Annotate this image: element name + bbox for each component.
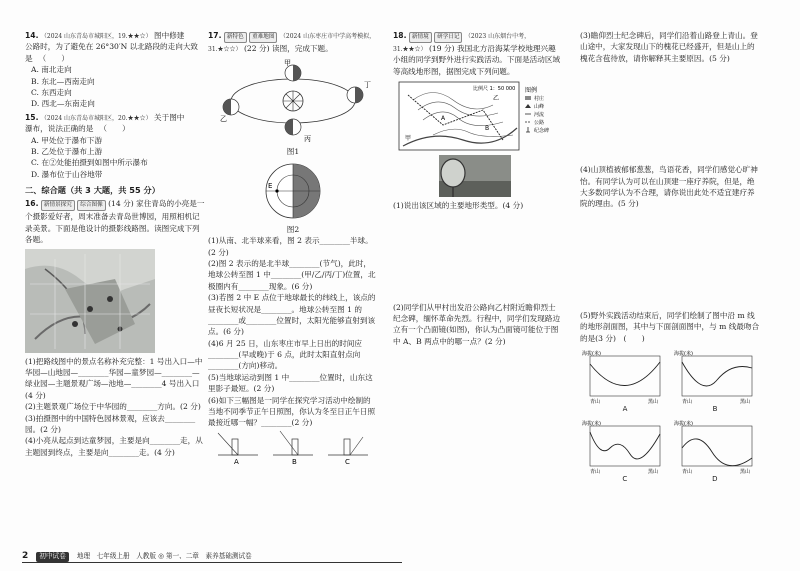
question-score: (14 分) (108, 199, 134, 209)
legend-item: 村庄 (534, 96, 545, 103)
svg-text:青山: 青山 (682, 398, 693, 404)
column-1 (25, 30, 205, 460)
choice-label: D (712, 475, 718, 484)
page-footer (22, 550, 402, 564)
legend-item: 纪念碑 (534, 128, 550, 135)
footer-rule (22, 562, 402, 563)
question-tag: 新情景探究 (41, 200, 75, 211)
option-d: D. 西北—东南走向 (31, 99, 95, 109)
polar-view-figure (208, 161, 378, 221)
question-tag: 重难地图 (249, 32, 277, 43)
subquestion: (3)若图 2 中 E 点位于地球最长的纬线上，该点的昼夜长短状况是________。地球公转至图 1 的________或________位置时，太阳光能够直射到该点。(6 分) (208, 293, 376, 337)
earth-jia (285, 65, 301, 81)
earth-bing (285, 119, 301, 135)
question-text: 家住青岛的小亮是一个摄影爱好者，周末准备去青岛世博园，用照相机记录美景。下面是他设计的摄影线路图。读图完成下列各题。 (25, 199, 205, 245)
profile-a (580, 348, 664, 404)
map-scale: 比例尺 1：50 000 (473, 86, 516, 93)
svg-text:黑山: 黑山 (648, 469, 659, 475)
question-number: 17. (208, 31, 222, 40)
question-source: （2024 山东枣庄市中学高考模拟，31.★☆☆） (208, 33, 376, 53)
section-heading: 二、综合题（共 3 大题，共 55 分） (25, 185, 160, 196)
choice-label: B (712, 404, 718, 413)
orbit-label: 丙 (304, 135, 311, 144)
shadow-option-label: C (345, 457, 350, 465)
orbit-label: 丁 (364, 81, 371, 90)
orbit-label: 甲 (284, 59, 291, 68)
column-4 (580, 30, 760, 485)
answer-paren: （ ） (38, 53, 70, 63)
subquestion: (1)从南、北半球来看，图 2 表示________半球。(2 分) (208, 236, 373, 257)
column-2 (208, 30, 378, 465)
question-score: (19 分) (428, 44, 455, 53)
question-source: （2023 山东烟台中考，31.★★☆） (393, 33, 531, 53)
profile-d (672, 418, 756, 474)
shadow-option-label: A (234, 457, 239, 465)
page-number: 2 (22, 551, 29, 561)
subquestion: (3)瞻仰烈士纪念碑后，同学们沿着山路登上青山。登山途中，大家发现山下的槐花已经盛开，但是山上的槐花含苞待放，请你解释其主要原因。(5 分) (580, 31, 758, 63)
option-b: B. 东北—西南走向 (31, 76, 95, 86)
question-score: (22 分) (243, 44, 270, 53)
svg-text:海拔(米): 海拔(米) (582, 350, 601, 357)
subquestion: (5)野外实践活动结束后，同学们绘制了图中沿 m 线的地形剖面图，其中与下面剖面图中，与 m 线最吻合的是(3 分) ( ) (580, 310, 760, 343)
question-text: 瀑布，说法正确的是 (25, 124, 94, 134)
choice-label: A (622, 404, 628, 413)
point-e-label: E (268, 181, 273, 190)
earth-ding (347, 87, 363, 103)
subquestion: (1)把路线图中的景点名称补充完整：1 号出入口—中华园—山地园—________华园—童梦园—________—绿业园—主题景观广场—池地—________4 号出入口(4 分) (25, 356, 203, 400)
option-c: C. 在②处能拍摄到如图中所示瀑布 (31, 158, 148, 168)
legend-item: 公路 (534, 120, 545, 127)
profile-choices (580, 348, 760, 485)
earth-yi (223, 99, 239, 115)
expo-route-map (25, 249, 205, 353)
question-16 (25, 198, 205, 458)
subquestion: (1)说出该区域的主要地形类型。(4 分) (393, 201, 524, 211)
subquestion: (6)如下三幅图是一同学在探究学习活动中绘制的当地不同季节正午日照图，你认为冬至日正午日照最接近哪一幅？________(2 分) (208, 395, 376, 428)
legend-item: 山峰 (534, 104, 545, 111)
svg-text:黑山: 黑山 (648, 398, 659, 404)
convex-mirror-photo (393, 155, 563, 197)
question-text: 读图，完成下题。 (272, 44, 333, 53)
subquestion: (2)主题景观广场位于中华园的________方向。(2 分) (25, 402, 201, 412)
question-tag: 新特色 (224, 32, 247, 43)
question-source: （2024 山东青岛市城阳区，20.★★☆） (40, 114, 152, 122)
question-tag: 综合图像 (77, 200, 105, 211)
subquestion: (4)山顶植被郁郁葱葱，鸟语花香，同学们感觉心旷神怡。有同学认为可以在山顶建一座疗养院，但是，绝大多数同学认为不合理，请你说出此处不适宜建疗养院的理由。(5 分) (580, 165, 758, 209)
map-label: A (441, 115, 446, 123)
map-label: 甲 (405, 135, 412, 143)
shadow-options-figure (208, 429, 378, 465)
svg-text:黑山: 黑山 (740, 469, 751, 475)
question-text: 图中修建 (154, 31, 185, 40)
shadow-option-label: B (292, 457, 297, 465)
question-number: 14. (25, 31, 39, 40)
subquestion: (2)图 2 表示的是北半球________(节气)，此时，地球公转至图 1 中________(甲/乙/丙/丁)位置，北极圈内有________现象。(6 分) (208, 258, 376, 291)
legend-item: 河流 (534, 112, 545, 119)
brand-badge: 初中试卷 (36, 552, 68, 562)
svg-text:青山: 青山 (590, 398, 601, 404)
question-15 (25, 112, 205, 180)
profile-b (672, 348, 756, 404)
svg-text:青山: 青山 (590, 469, 601, 475)
question-tag: 研学日记 (434, 32, 462, 43)
answer-paren: （ ） (99, 124, 130, 134)
svg-text:海拔(米): 海拔(米) (674, 350, 693, 357)
option-b: B. 乙处位于瀑布上游 (31, 146, 103, 156)
svg-text:海拔(米): 海拔(米) (674, 421, 693, 428)
legend-title: 图例 (525, 87, 538, 95)
question-number: 15. (25, 112, 39, 122)
svg-text:黑山: 黑山 (740, 398, 751, 404)
subquestion: (4)6 月 25 日，山东枣庄市早上日出的时间应________(早或晚)于 6 点，此时太阳直射点向________(方向)移动。 (208, 338, 362, 371)
question-number: 16. (25, 199, 39, 209)
question-tag: 新情境 (409, 32, 432, 43)
question-14 (25, 30, 205, 110)
orbit-label: 乙 (220, 115, 227, 124)
svg-text:青山: 青山 (682, 469, 693, 475)
question-number: 18. (393, 31, 407, 40)
option-a: A. 甲处位于瀑布下游 (31, 135, 103, 145)
option-d: D. 瀑布位于山谷地带 (31, 169, 103, 179)
subquestion: (4)小亮从起点到达童梦园，主要是向________走，从主题园到终点，主要是向________走。(4 分) (25, 436, 203, 457)
option-c: C. 东西走向 (31, 87, 72, 97)
profile-c (580, 418, 664, 474)
question-text: 关于图中 (154, 112, 185, 122)
subquestion: (3)拍摄图中的中国特色园林景观，应该去________园。(2 分) (25, 413, 196, 434)
column-3 (393, 30, 563, 347)
question-text: 我国北方沿海某学校地理兴趣小组的同学到野外进行实践活动。下面是活动区域等高线地形图，据图完成下列问题。 (393, 44, 561, 76)
figure-caption: 图1 (286, 147, 300, 157)
question-source: （2024 山东青岛市城阳区，19.★★☆） (40, 33, 152, 40)
map-label: 乙 (493, 95, 500, 103)
subquestion: (5)当地球运动到图 1 中________位置时，山东这里影子最短。(2 分) (208, 372, 373, 394)
contour-map (393, 80, 563, 152)
svg-text:海拔(米): 海拔(米) (582, 421, 601, 428)
footer-text: 地理 七年级上册 人教版 ◎ 第一、二章 素养基础测试卷 (76, 552, 252, 560)
option-a: A. 南北走向 (31, 65, 72, 75)
choice-label: C (622, 475, 628, 484)
earth-orbit-figure (208, 57, 378, 143)
map-label: B (485, 125, 490, 133)
question-text: 公路时，为了避免在 26°30′N 以北路段的走向大致是 (25, 42, 199, 63)
subquestion: (2)同学们从甲村出发沿公路向乙村附近瞻仰烈士纪念碑，缅怀革命先烈。行程中，同学们发现路边立有一个凸面镜(如图)，你认为凸面镜可能位于图中 A、B 两点中的哪一点？(2 分) (393, 302, 561, 346)
figure-caption: 图2 (286, 224, 300, 234)
